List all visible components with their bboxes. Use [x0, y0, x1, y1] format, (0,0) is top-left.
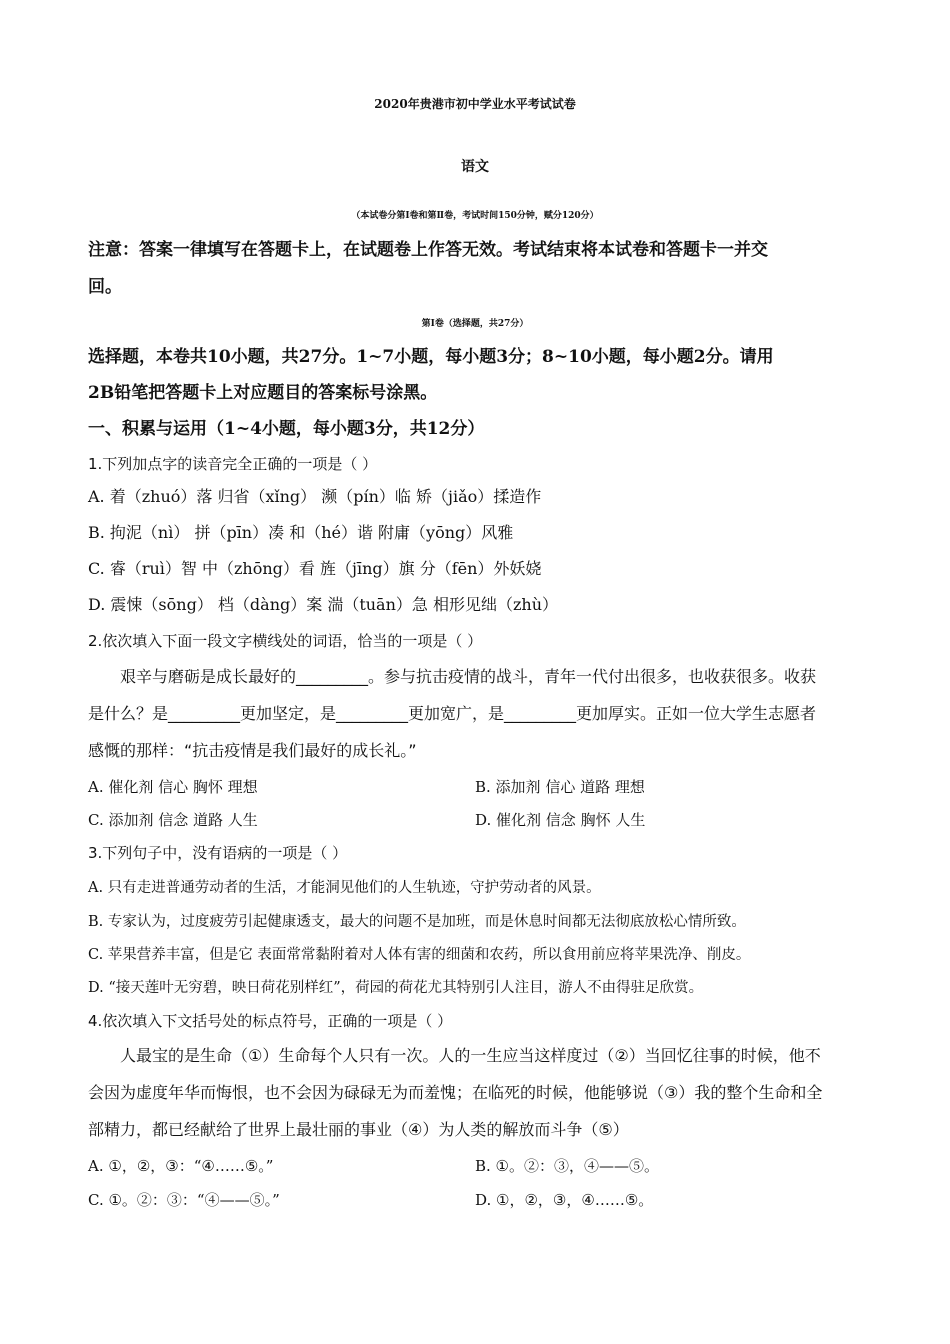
question-3-option-d: D. “接天莲叶无穷碧，映日荷花别样红”，荷园的荷花尤其特别引人注目，游人不由得驻足欣赏。: [88, 980, 704, 996]
question-1-option-a: A. 着（zhuó）落 归省（xǐng） 濒（pín）临 矫（jiǎo）揉造作: [88, 487, 542, 506]
question-1-option-c: C. 睿（ruì）智 中（zhōng）看 旌（jīng）旗 分（fēn）外妖娆: [88, 559, 542, 578]
part1-instruction-2: 2B铅笔把答题卡上对应题目的答案标号涂黑。: [88, 383, 438, 403]
question-4-stem: 4.依次填入下文括号处的标点符号，正确的一项是（ ）: [88, 1012, 453, 1030]
question-4-option-d: D. ①，②，③，④……⑤。: [475, 1191, 654, 1209]
question-1-option-d: D. 震悚（sōng） 档（dàng）案 湍（tuān）急 相形见绌（zhù）: [88, 595, 559, 614]
part1-heading: 第Ⅰ卷（选择题，共27分）: [421, 319, 529, 329]
question-2-stem: 2.依次填入下面一段文字横线处的词语，恰当的一项是（ ）: [88, 632, 483, 650]
question-4-option-a: A. ①，②，③：“④……⑤。”: [88, 1157, 274, 1175]
question-3-option-c: C. 苹果营养丰富，但是它 表面常常黏附着对人体有害的细菌和农药，所以食用前应将苹果洗净、削皮。: [88, 947, 751, 963]
question-2-option-b: B. 添加剂 信心 道路 理想: [475, 778, 645, 796]
question-3-option-a: A. 只有走进普通劳动者的生活，才能洞见他们的人生轨迹，守护劳动者的风景。: [88, 880, 601, 896]
question-1-option-b: B. 拘泥（nì） 拼（pīn）凑 和（hé）谐 附庸（yōng）风雅: [88, 523, 514, 542]
question-2-passage-line-1: 艰辛与磨砺是成长最好的_________。参与抗击疫情的战斗，青年一代付出很多，也收获很多。收获: [120, 667, 817, 686]
question-2-passage-line-2: 是什么？是_________更加坚定，是_________更加宽广，是_________更加厚实。正如一位大学生志愿者: [88, 704, 817, 723]
question-2-option-d: D. 催化剂 信念 胸怀 人生: [475, 811, 646, 829]
exam-title: 2020年贵港市初中学业水平考试试卷: [374, 97, 576, 111]
notice-line-1: 注意：答案一律填写在答题卡上，在试题卷上作答无效。考试结束将本试卷和答题卡一并交: [88, 240, 768, 260]
question-2-passage-line-3: 感慨的那样：“抗击疫情是我们最好的成长礼。”: [88, 741, 417, 760]
question-4-passage-line-3: 部精力，都已经献给了世界上最壮丽的事业（④）为人类的解放而斗争（⑤）: [88, 1120, 629, 1139]
question-3-option-b: B. 专家认为，过度疲劳引起健康透支，最大的问题不是加班，而是休息时间都无法彻底放松心情所致。: [88, 914, 746, 930]
notice-line-2: 回。: [88, 277, 122, 297]
question-3-stem: 3.下列句子中，没有语病的一项是（ ）: [88, 844, 348, 862]
subject-title: 语文: [461, 159, 489, 175]
part1-instruction-1: 选择题，本卷共10小题，共27分。1~7小题，每小题3分；8~10小题，每小题2分。请用: [88, 347, 774, 367]
question-4-option-c: C. ①。②：③：“④——⑤。”: [88, 1191, 280, 1209]
question-4-option-b: B. ①。②：③，④——⑤。: [475, 1157, 660, 1175]
question-4-passage-line-1: 人最宝的是生命（①）生命每个人只有一次。人的一生应当这样度过（②）当回忆往事的时候，他不: [120, 1046, 821, 1065]
question-4-passage-line-2: 会因为虚度年华而悔恨，也不会因为碌碌无为而羞愧；在临死的时候，他能够说（③）我的整个生命和全: [88, 1083, 823, 1102]
exam-info: （本试卷分第Ⅰ卷和第Ⅱ卷，考试时间150分钟，赋分120分）: [351, 211, 599, 221]
question-2-option-a: A. 催化剂 信心 胸怀 理想: [88, 778, 258, 796]
question-1-stem: 1.下列加点字的读音完全正确的一项是（ ）: [88, 455, 378, 473]
question-2-option-c: C. 添加剂 信念 道路 人生: [88, 811, 258, 829]
section-heading: 一、积累与运用（1~4小题，每小题3分，共12分）: [88, 419, 485, 439]
